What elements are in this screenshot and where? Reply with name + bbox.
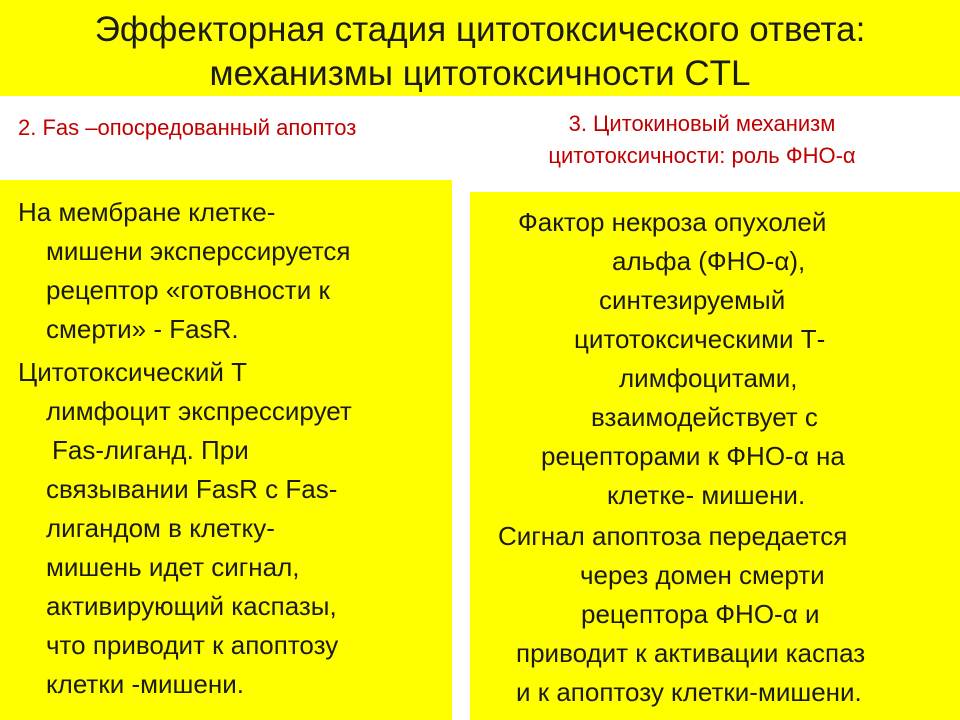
left-line-12: что приводит к апоптозу <box>46 630 339 660</box>
left-line-13: клетки -мишени. <box>46 669 244 699</box>
slide-title <box>0 0 960 96</box>
right-line-6: взаимодействует с <box>591 402 818 432</box>
right-line-9: Сигнал апоптоза передается <box>498 521 848 551</box>
left-line-8: связывании FasR с Fas- <box>46 474 338 504</box>
right-heading-line-1: 3. Цитокиновый механизм <box>568 111 836 136</box>
right-line-11: рецептора ФНО-α и <box>581 599 820 629</box>
left-line-11: активирующий каспазы, <box>46 591 337 621</box>
right-line-4: цитотоксическими Т- <box>574 324 826 354</box>
slide-title-line-1: Эффекторная стадия цитотоксического ответа: <box>94 10 866 49</box>
left-line-1: На мембране клетке- <box>18 197 276 227</box>
right-line-10: через домен смерти <box>580 560 825 590</box>
left-line-3: рецептор «готовности к <box>46 275 330 305</box>
left-line-10: мишень идет сигнал, <box>46 552 300 582</box>
right-line-8: клетке- мишени. <box>607 480 806 510</box>
right-body-text <box>470 203 960 712</box>
slide-title-line-2: механизмы цитотоксичности CTL <box>209 54 751 93</box>
left-line-4: смерти» - FasR. <box>46 314 239 344</box>
right-line-1: Фактор некроза опухолей <box>518 207 827 237</box>
right-line-2: альфа (ФНО-α), <box>612 246 806 276</box>
left-line-5: Цитотоксический Т <box>18 357 248 387</box>
right-line-5: лимфоцитами, <box>619 363 798 393</box>
right-line-12: приводит к активации каспаз <box>516 638 866 668</box>
right-heading-line-2: цитотоксичности: роль ФНО-α <box>548 143 856 168</box>
left-line-6: лимфоцит экспрессирует <box>46 396 352 426</box>
left-line-9: лигандом в клетку- <box>46 513 275 543</box>
right-line-13: и к апоптозу клетки-мишени. <box>516 677 862 707</box>
right-heading <box>462 108 942 172</box>
left-body-text <box>18 193 448 704</box>
left-line-7: Fas-лиганд. При <box>52 435 249 465</box>
right-line-3: синтезируемый <box>599 285 786 315</box>
right-line-7: рецепторами к ФНО-α на <box>541 441 845 471</box>
left-heading: 2. Fas –опосредованный апоптоз <box>18 115 357 140</box>
left-line-2: мишени эксперссируется <box>46 236 351 266</box>
